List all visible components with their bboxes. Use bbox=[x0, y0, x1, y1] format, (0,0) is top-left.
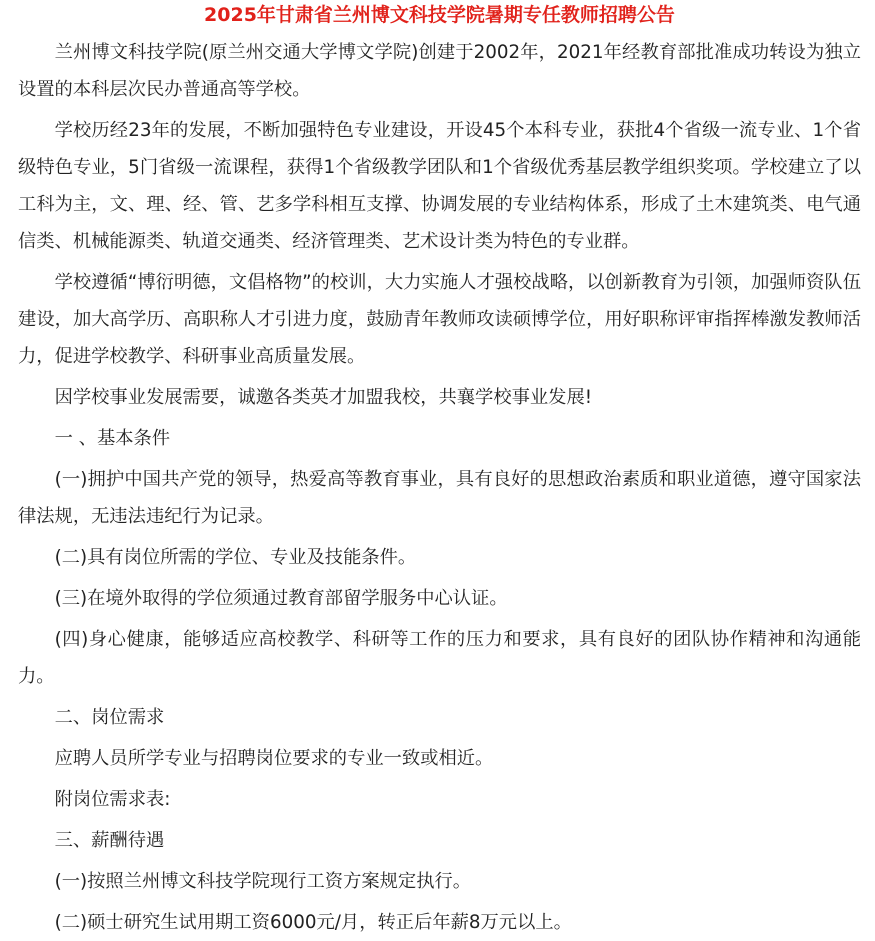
intro-paragraph: 兰州博文科技学院(原兰州交通大学博文学院)创建于2002年，2021年经教育部批准成功转设为独立设置的本科层次民办普通高等学校。 bbox=[18, 42, 861, 100]
condition-item-2: (二)具有岗位所需的学位、专业及技能条件。 bbox=[54, 547, 417, 568]
salary-item-1: (一)按照兰州博文科技学院现行工资方案规定执行。 bbox=[54, 871, 472, 892]
position-table-note: 附岗位需求表: bbox=[54, 789, 171, 810]
condition-item-1: (一)拥护中国共产党的领导，热爱高等教育事业，具有良好的思想政治素质和职业道德，遵守国家法律法规，无违法违纪行为记录。 bbox=[18, 469, 861, 527]
section-heading-position-requirements: 二、岗位需求 bbox=[54, 707, 165, 728]
salary-item-2: (二)硕士研究生试用期工资6000元/月，转正后年薪8万元以上。 bbox=[54, 912, 572, 933]
announcement-title: 2025年甘肃省兰州博文科技学院暑期专任教师招聘公告 bbox=[204, 4, 675, 26]
history-paragraph: 学校历经23年的发展，不断加强特色专业建设，开设45个本科专业，获批4个省级一流专业、1个省级特色专业，5门省级一流课程，获得1个省级教学团队和1个省级优秀基层教学组织奖项。学校建立了以工科为主，文、理、经、管、艺多学科相互支撑、协调发展的专业结构体系，形成了土木建筑类、电气通信类、机械能源类、轨道交通类、经济管理类、艺术设计类为特色的专业群。 bbox=[18, 120, 861, 252]
condition-item-3: (三)在境外取得的学位须通过教育部留学服务中心认证。 bbox=[54, 588, 508, 609]
section-heading-salary: 三、薪酬待遇 bbox=[54, 830, 165, 851]
position-requirement-text: 应聘人员所学专业与招聘岗位要求的专业一致或相近。 bbox=[54, 748, 494, 769]
condition-item-4: (四)身心健康，能够适应高校教学、科研等工作的压力和要求，具有良好的团队协作精神和沟通能力。 bbox=[18, 629, 861, 687]
section-heading-basic-conditions: 一 、基本条件 bbox=[54, 428, 171, 449]
invitation-paragraph: 因学校事业发展需要，诚邀各类英才加盟我校，共襄学校事业发展! bbox=[54, 387, 593, 408]
announcement-body bbox=[18, 34, 861, 941]
motto-paragraph: 学校遵循“博衍明德，文倡格物”的校训，大力实施人才强校战略，以创新教育为引领，加强师资队伍建设，加大高学历、高职称人才引进力度，鼓励青年教师攻读硕博学位，用好职称评审指挥棒激发教师活力，促进学校教学、科研事业高质量发展。 bbox=[18, 272, 861, 367]
